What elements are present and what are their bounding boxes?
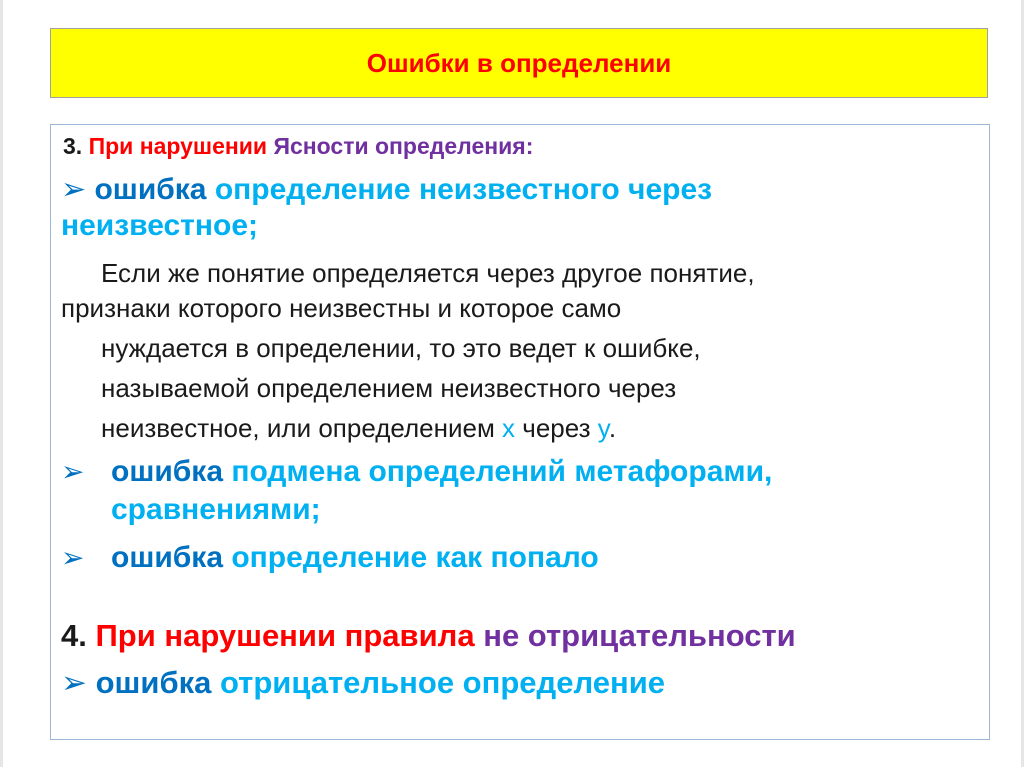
bullet-2-text: подмена определений метафорами, [231,455,773,488]
bullet-3-kind: ошибка [111,541,224,574]
section-3-lead: При нарушении [88,133,268,159]
section-3-heading [63,133,533,160]
bullet-4 [61,665,665,701]
arrow-bullet-icon: ➢ [61,665,87,700]
arrow-bullet-icon: ➢ [61,173,87,206]
explanation-line-2: признаки которого неизвестны и которое само [61,293,622,323]
bullet-2-continuation: сравнениями; [111,493,321,526]
section-3-rule: Ясности определения: [273,133,534,159]
bullet-1-text: определение неизвестного через [214,173,713,206]
slide-title: Ошибки в определении [366,47,672,78]
explanation-line-4: называемой определением неизвестного через [101,373,677,403]
bullet-1 [61,172,712,207]
bullet-3 [111,541,599,575]
title-banner [50,28,988,98]
arrow-bullet-icon: ➢ [61,542,85,573]
bullet-2 [111,455,772,489]
section-3-number: 3. [63,133,83,159]
bullet-4-kind: ошибка [95,665,212,700]
variable-y: y [597,413,609,443]
section-4-heading [61,618,796,654]
bullet-2-kind: ошибка [111,455,224,488]
section-4-rule: не отрицательности [483,618,796,653]
variable-x: x [502,413,516,443]
bullet-1-kind: ошибка [94,173,207,206]
explanation-line-5-mid: через [515,413,598,443]
content-panel [50,124,990,740]
explanation-line-5-start: неизвестное, или определением [101,413,503,443]
explanation-line-3: нуждается в определении, то это ведет к ошибке, [101,333,701,363]
bullet-1-continuation: неизвестное; [61,209,258,242]
explanation-line-1: Если же понятие определяется через другое понятие, [101,258,755,288]
section-4-number: 4. [61,618,87,653]
explanation-line-5 [101,413,616,444]
explanation-line-5-end: . [608,413,617,443]
arrow-bullet-icon: ➢ [61,456,85,487]
bullet-4-text: отрицательное определение [219,665,665,700]
bullet-3-text: определение как попало [231,541,599,574]
section-4-lead: При нарушении правила [95,618,475,653]
